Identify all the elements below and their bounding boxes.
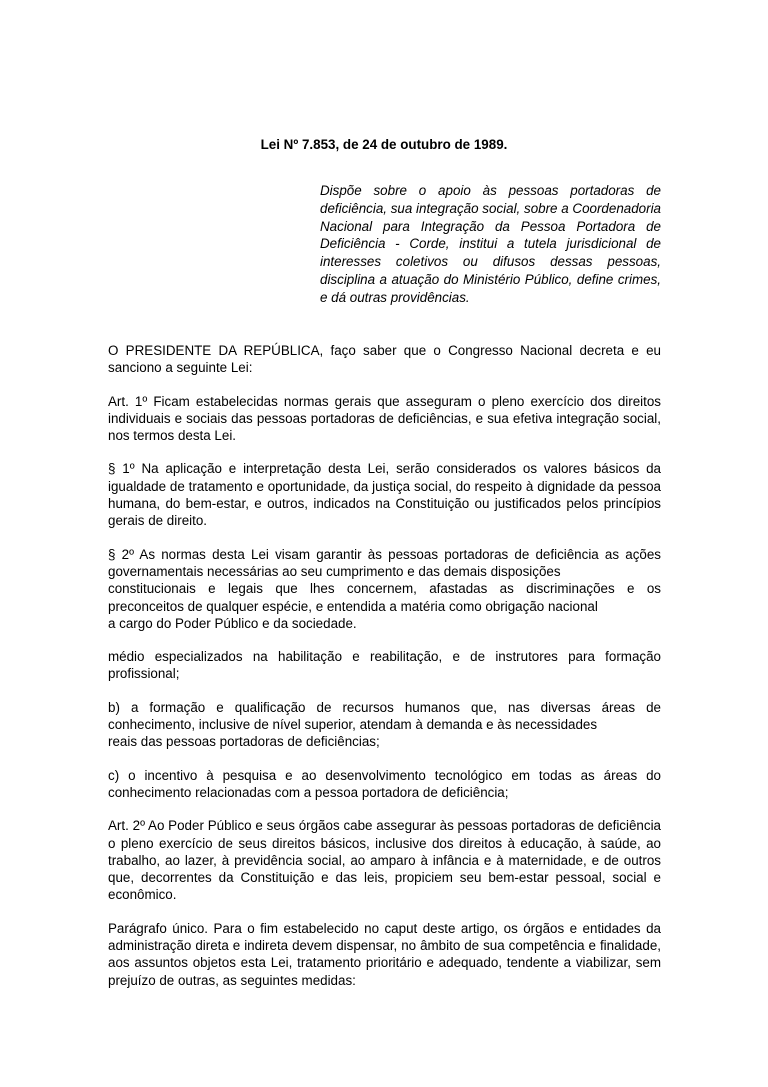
- text-line: constitucionais e legais que lhes concernem, afastadas as discriminações e os: [108, 581, 661, 597]
- law-summary: Dispõe sobre o apoio às pessoas portadoras de deficiência, sua integração social, sobre a Coordenadoria Nacional para Integração da Pessoa Portadora de Deficiência - Corde, institui a tutela jurisdicional de interesses coletivos ou difusos dessas pessoas, disciplina a atuação do Ministério Público, define crimes, e dá outras providências.: [320, 183, 661, 305]
- preamble-paragraph: O PRESIDENTE DA REPÚBLICA, faço saber que o Congresso Nacional decreta e eu sanciono a seguinte Lei:: [108, 343, 661, 376]
- article-2-sole-paragraph: Parágrafo único. Para o fim estabelecido no caput deste artigo, os órgãos e entidades da administração direta e indireta devem dispensar, no âmbito de sua competência e finalidade, aos assuntos objetos esta Lei, tratamento prioritário e adequado, tendente a viabilizar, sem prejuízo de outras, as seguintes medidas:: [108, 920, 661, 988]
- text-line: reais das pessoas portadoras de deficiências;: [108, 734, 380, 750]
- text-line: governamentais necessárias ao seu cumprimento e das demais disposições: [108, 563, 561, 579]
- text-line: b) a formação e qualificação de recursos humanos que, nas diversas áreas de: [108, 699, 661, 715]
- item-b-paragraph: [108, 699, 661, 751]
- text-line: conhecimento, inclusive de nível superior, atendam à demanda e às necessidades: [108, 717, 598, 733]
- text-line: preconceitos de qualquer espécie, e entendida a matéria como obrigação nacional: [108, 598, 598, 614]
- text-line: a cargo do Poder Público e da sociedade.: [108, 615, 357, 631]
- text-line: § 2º As normas desta Lei visam garantir às pessoas portadoras de deficiência as ações: [108, 546, 661, 562]
- item-fragment-paragraph: médio especializados na habilitação e reabilitação, e de instrutores para formação profissional;: [108, 649, 661, 682]
- law-title: Lei Nº 7.853, de 24 de outubro de 1989.: [260, 137, 508, 152]
- article-2-paragraph: Art. 2º Ao Poder Público e seus órgãos cabe assegurar às pessoas portadoras de deficiência o pleno exercício de seus direitos básicos, inclusive dos direitos à educação, à saúde, ao trabalho, ao lazer, à previdência social, ao amparo à infância e à maternidade, e de outros que, decorrentes da Constituição e das leis, propiciem seu bem-estar pessoal, social e econômico.: [108, 818, 661, 903]
- article-1-paragraph: Art. 1º Ficam estabelecidas normas gerais que asseguram o pleno exercício dos direitos individuais e sociais das pessoas portadoras de deficiências, e sua efetiva integração social, nos termos desta Lei.: [108, 393, 661, 444]
- article-1-section-1: § 1º Na aplicação e interpretação desta Lei, serão considerados os valores básicos da igualdade de tratamento e oportunidade, da justiça social, do respeito à dignidade da pessoa humana, do bem-estar, e outros, indicados na Constituição ou justificados pelos princípios gerais de direito.: [108, 461, 661, 529]
- item-c-paragraph: c) o incentivo à pesquisa e ao desenvolvimento tecnológico em todas as áreas do conhecimento relacionadas com a pessoa portadora de deficiência;: [108, 767, 661, 800]
- law-body: [108, 342, 661, 1005]
- article-1-section-2: [108, 546, 661, 632]
